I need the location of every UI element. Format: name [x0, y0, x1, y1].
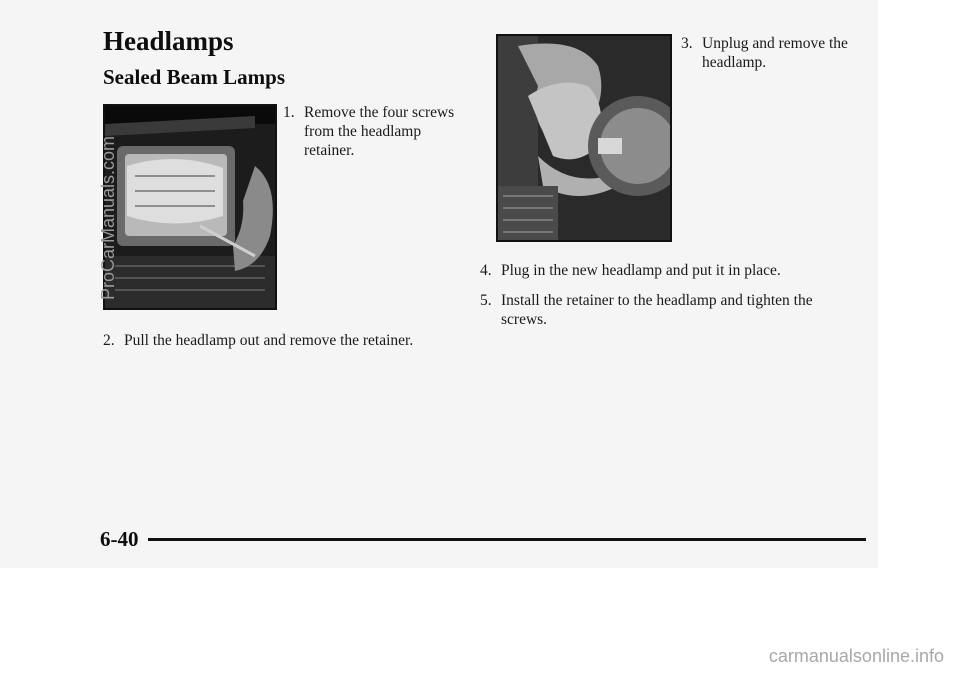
step-3 — [681, 34, 861, 72]
step-number: 3. — [681, 35, 693, 52]
unplug-headlamp-photo — [496, 34, 672, 242]
footer-rule — [148, 538, 866, 541]
step-2 — [103, 331, 463, 350]
step-number: 2. — [103, 332, 115, 349]
step-5 — [480, 291, 840, 329]
step-text: Unplug and remove the headlamp. — [702, 35, 848, 71]
page-heading: Headlamps — [103, 26, 234, 56]
step-text: Remove the four screws from the headlamp retainer. — [304, 104, 455, 159]
page-number: 6-40 — [100, 527, 139, 551]
step-4 — [480, 261, 860, 280]
step-text: Install the retainer to the headlamp and tighten the screws. — [501, 292, 813, 328]
step-text: Plug in the new headlamp and put it in place. — [501, 262, 781, 279]
step-1 — [283, 103, 458, 160]
watermark: ProCarManuals.com — [98, 135, 118, 300]
step-text: Pull the headlamp out and remove the retainer. — [124, 332, 414, 349]
headlamp-retainer-photo — [103, 104, 277, 310]
step-number: 5. — [480, 292, 492, 309]
step-number: 1. — [283, 104, 295, 121]
step-number: 4. — [480, 262, 492, 279]
section-subheading: Sealed Beam Lamps — [103, 65, 286, 89]
footer-site-label: carmanualsonline.info — [768, 646, 944, 666]
